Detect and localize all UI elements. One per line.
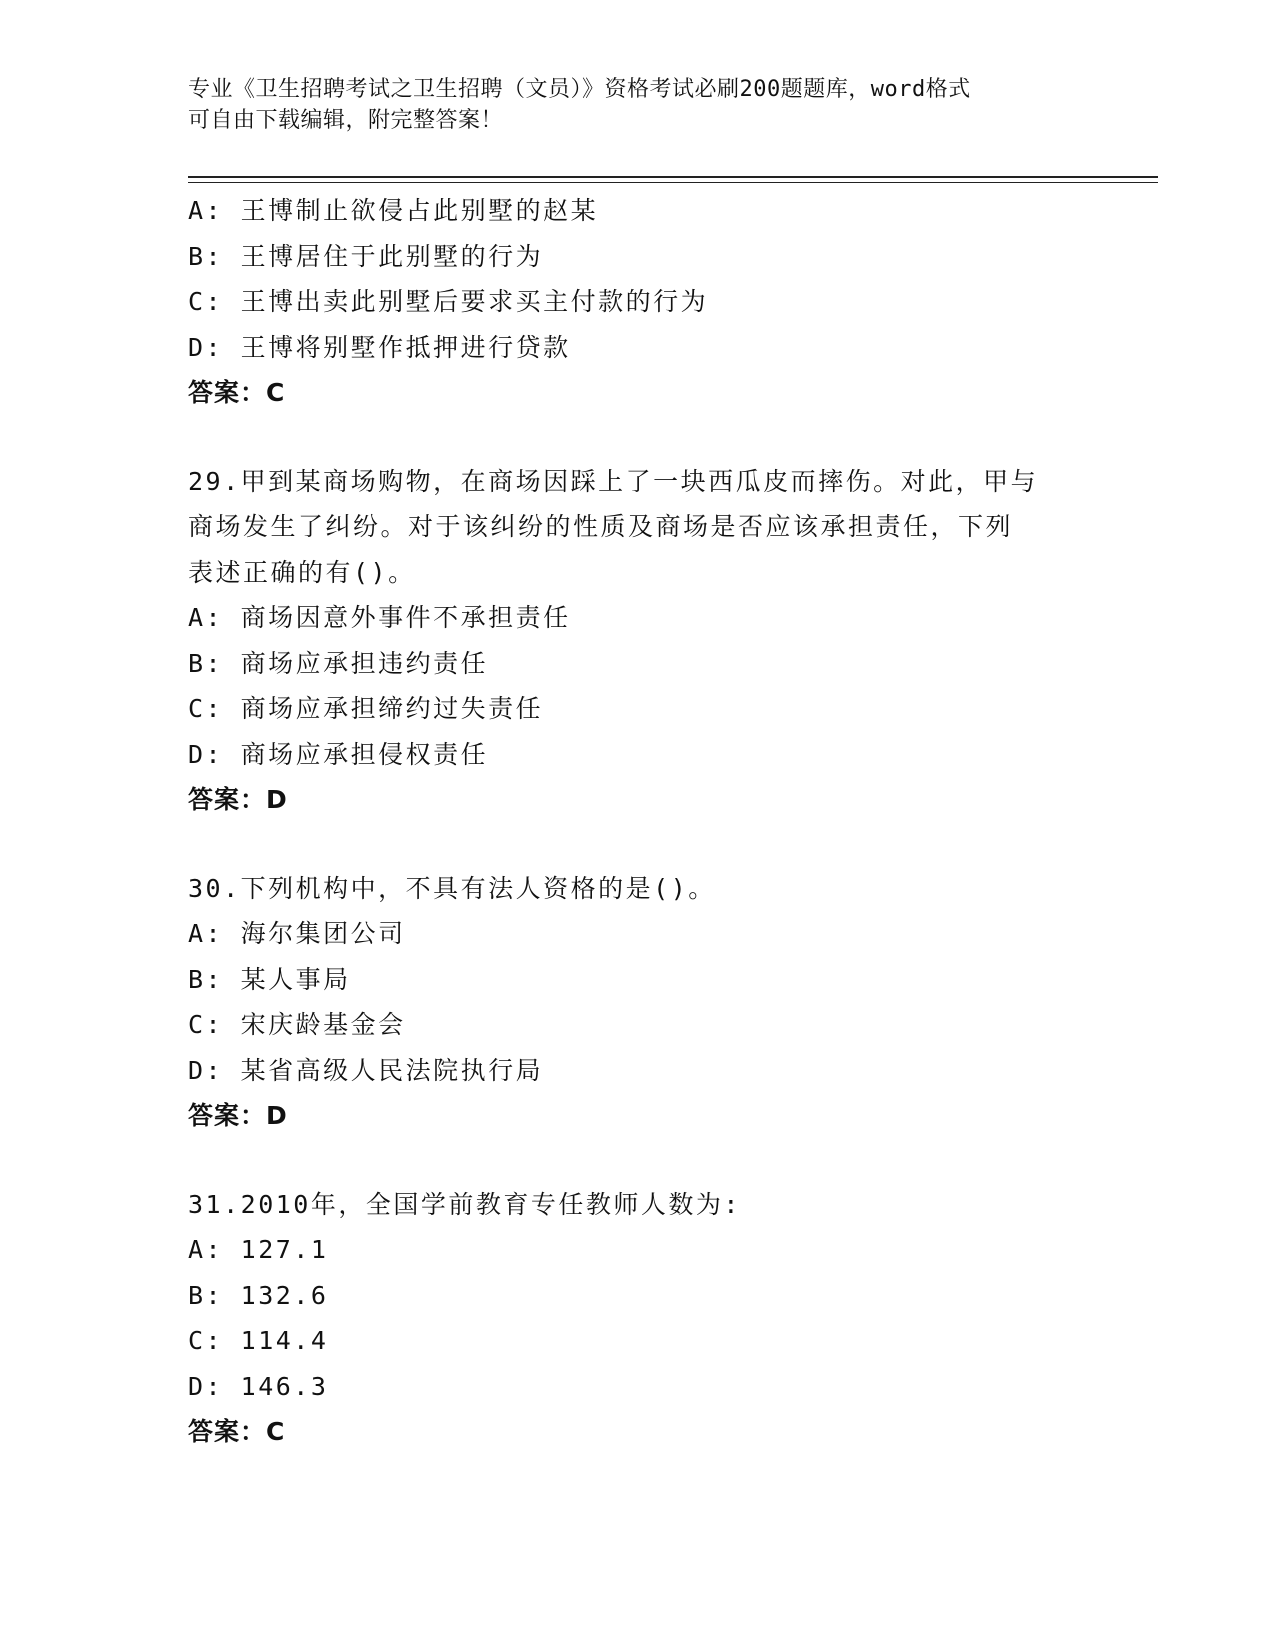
option-d: D: 某省高级人民法院执行局 (188, 1055, 544, 1085)
option-a: A: 王博制止欲侵占此别墅的赵某 (188, 196, 599, 225)
option-c: C: 114.4 (188, 1326, 329, 1355)
question-block (188, 459, 1088, 823)
option-c: C: 王博出卖此别墅后要求买主付款的行为 (188, 287, 709, 316)
document-header (188, 74, 1088, 136)
option-b: B: 王博居住于此别墅的行为 (188, 241, 544, 271)
question-stem-line: 31.2010年，全国学前教育专任教师人数为: (188, 1189, 741, 1219)
option-a: A: 海尔集团公司 (188, 919, 406, 948)
question-block (188, 1182, 1088, 1455)
option-d: D: 王博将别墅作抵押进行贷款 (188, 332, 571, 362)
question-block (188, 866, 1088, 1139)
option-a: A: 127.1 (188, 1235, 329, 1264)
header-line-1: 专业《卫生招聘考试之卫生招聘（文员）》资格考试必刷200题题库，word格式 (188, 77, 971, 102)
option-c: C: 宋庆龄基金会 (188, 1010, 406, 1039)
question-block (188, 188, 1088, 416)
header-divider-thin (188, 182, 1158, 183)
header-divider-thick (188, 176, 1158, 178)
option-b: B: 商场应承担违约责任 (188, 648, 489, 678)
option-d: D: 146.3 (188, 1371, 329, 1401)
answer-line: 答案：C (188, 1417, 286, 1446)
option-b: B: 某人事局 (188, 964, 351, 994)
question-list (188, 188, 1088, 1498)
option-d: D: 商场应承担侵权责任 (188, 739, 489, 769)
question-stem-line: 表述正确的有()。 (188, 557, 416, 587)
question-stem-line: 30.下列机构中，不具有法人资格的是()。 (188, 873, 716, 903)
answer-line: 答案：D (188, 1101, 288, 1130)
question-stem-line: 商场发生了纠纷。对于该纠纷的性质及商场是否应该承担责任，下列 (188, 512, 1014, 541)
question-stem-line: 29.甲到某商场购物，在商场因踩上了一块西瓜皮而摔伤。对此，甲与 (188, 466, 1039, 496)
option-c: C: 商场应承担缔约过失责任 (188, 694, 544, 723)
answer-line: 答案：D (188, 785, 288, 814)
header-line-2: 可自由下载编辑，附完整答案！ (188, 108, 504, 133)
answer-line: 答案：C (188, 378, 286, 407)
option-a: A: 商场因意外事件不承担责任 (188, 603, 571, 632)
option-b: B: 132.6 (188, 1280, 329, 1310)
